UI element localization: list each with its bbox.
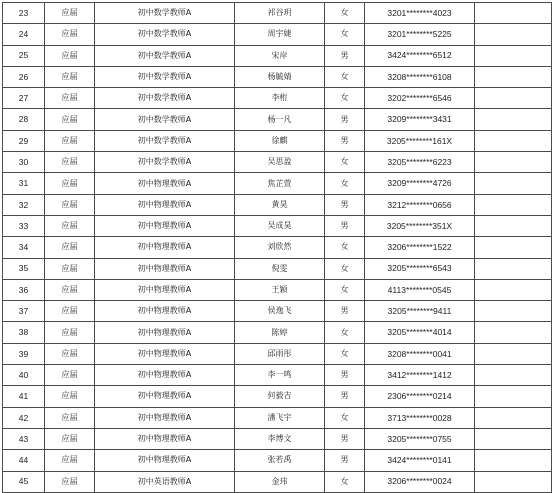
cell-name: 潘飞宇 [235,407,325,428]
cell-remark [475,407,552,428]
cell-name: 徐麒 [235,130,325,151]
cell-position: 初中数学教师A [95,45,235,66]
cell-remark [475,3,552,24]
cell-id-number: 3424********0141 [365,450,475,471]
table-row [3,365,552,386]
cell-position: 初中物理教师A [95,365,235,386]
cell-status: 应届 [45,365,95,386]
cell-name: 王颖 [235,279,325,300]
cell-name: 杨毓婧 [235,66,325,87]
cell-gender: 男 [325,45,365,66]
cell-number: 30 [3,152,45,173]
cell-gender: 女 [325,279,365,300]
cell-gender: 女 [325,173,365,194]
cell-remark [475,215,552,236]
table-row [3,130,552,151]
table-row [3,24,552,45]
table-row [3,279,552,300]
cell-position: 初中英语教师A [95,471,235,492]
cell-id-number: 3208********6108 [365,66,475,87]
cell-name: 宋岸 [235,45,325,66]
cell-position: 初中物理教师A [95,450,235,471]
cell-number: 45 [3,471,45,492]
cell-number: 43 [3,428,45,449]
cell-gender: 女 [325,152,365,173]
cell-gender: 男 [325,215,365,236]
cell-number: 37 [3,301,45,322]
cell-remark [475,109,552,130]
cell-status: 应届 [45,194,95,215]
cell-remark [475,386,552,407]
cell-name: 吴思盈 [235,152,325,173]
table-row [3,109,552,130]
cell-id-number: 3713********0028 [365,407,475,428]
cell-position: 初中物理教师A [95,343,235,364]
cell-position: 初中数学教师A [95,109,235,130]
cell-id-number: 3205********0755 [365,428,475,449]
table-row [3,237,552,258]
cell-number: 25 [3,45,45,66]
cell-number: 24 [3,24,45,45]
cell-gender: 男 [325,428,365,449]
candidate-table-body [3,3,552,493]
cell-remark [475,66,552,87]
cell-name: 李一鸣 [235,365,325,386]
cell-number: 26 [3,66,45,87]
table-row [3,152,552,173]
cell-name: 祁谷玥 [235,3,325,24]
cell-remark [475,365,552,386]
cell-remark [475,322,552,343]
cell-remark [475,471,552,492]
cell-remark [475,194,552,215]
cell-number: 38 [3,322,45,343]
cell-position: 初中数学教师A [95,24,235,45]
cell-status: 应届 [45,24,95,45]
cell-gender: 男 [325,109,365,130]
cell-status: 应届 [45,109,95,130]
cell-gender: 女 [325,66,365,87]
cell-status: 应届 [45,450,95,471]
cell-status: 应届 [45,407,95,428]
cell-remark [475,237,552,258]
cell-name: 周宇婕 [235,24,325,45]
cell-status: 应届 [45,386,95,407]
cell-name: 焦芷萱 [235,173,325,194]
cell-number: 28 [3,109,45,130]
candidate-table-container [2,0,551,487]
cell-id-number: 3209********4726 [365,173,475,194]
table-row [3,428,552,449]
cell-remark [475,301,552,322]
cell-position: 初中物理教师A [95,258,235,279]
table-row [3,45,552,66]
cell-position: 初中物理教师A [95,301,235,322]
cell-gender: 女 [325,88,365,109]
candidate-table [2,2,552,493]
cell-position: 初中数学教师A [95,3,235,24]
cell-status: 应届 [45,258,95,279]
cell-id-number: 4113********0545 [365,279,475,300]
cell-status: 应届 [45,322,95,343]
cell-gender: 女 [325,343,365,364]
cell-name: 何毅吉 [235,386,325,407]
cell-id-number: 3202********6546 [365,88,475,109]
cell-name: 李桁 [235,88,325,109]
cell-remark [475,88,552,109]
cell-number: 44 [3,450,45,471]
cell-number: 23 [3,3,45,24]
cell-status: 应届 [45,215,95,236]
cell-number: 32 [3,194,45,215]
table-row [3,471,552,492]
table-row [3,343,552,364]
cell-remark [475,343,552,364]
cell-id-number: 3205********161X [365,130,475,151]
cell-status: 应届 [45,428,95,449]
cell-gender: 女 [325,322,365,343]
cell-status: 应届 [45,45,95,66]
cell-name: 李博文 [235,428,325,449]
cell-name: 陈婷 [235,322,325,343]
cell-gender: 女 [325,3,365,24]
table-row [3,3,552,24]
cell-position: 初中物理教师A [95,322,235,343]
cell-position: 初中物理教师A [95,194,235,215]
cell-name: 倪雯 [235,258,325,279]
cell-number: 27 [3,88,45,109]
cell-remark [475,130,552,151]
cell-remark [475,279,552,300]
cell-status: 应届 [45,279,95,300]
cell-position: 初中数学教师A [95,130,235,151]
cell-name: 吴成昊 [235,215,325,236]
cell-position: 初中数学教师A [95,88,235,109]
cell-remark [475,258,552,279]
cell-name: 杨一凡 [235,109,325,130]
table-row [3,322,552,343]
cell-number: 34 [3,237,45,258]
cell-id-number: 3212********0656 [365,194,475,215]
cell-id-number: 3201********4023 [365,3,475,24]
table-row [3,173,552,194]
cell-status: 应届 [45,343,95,364]
cell-name: 刘欣然 [235,237,325,258]
cell-status: 应届 [45,66,95,87]
cell-id-number: 3208********0041 [365,343,475,364]
cell-remark [475,450,552,471]
cell-position: 初中物理教师A [95,237,235,258]
cell-status: 应届 [45,237,95,258]
cell-gender: 男 [325,450,365,471]
table-row [3,215,552,236]
cell-position: 初中物理教师A [95,215,235,236]
cell-number: 40 [3,365,45,386]
cell-status: 应届 [45,471,95,492]
cell-number: 39 [3,343,45,364]
cell-gender: 女 [325,237,365,258]
cell-status: 应届 [45,173,95,194]
cell-remark [475,152,552,173]
cell-remark [475,173,552,194]
cell-position: 初中物理教师A [95,407,235,428]
cell-number: 29 [3,130,45,151]
cell-id-number: 3209********3431 [365,109,475,130]
cell-gender: 男 [325,194,365,215]
cell-remark [475,45,552,66]
cell-position: 初中物理教师A [95,386,235,407]
cell-gender: 女 [325,258,365,279]
cell-gender: 男 [325,130,365,151]
cell-position: 初中数学教师A [95,66,235,87]
cell-status: 应届 [45,301,95,322]
cell-number: 42 [3,407,45,428]
table-row [3,194,552,215]
cell-name: 金玮 [235,471,325,492]
table-row [3,386,552,407]
cell-id-number: 3424********6512 [365,45,475,66]
cell-status: 应届 [45,152,95,173]
cell-name: 黄昊 [235,194,325,215]
cell-name: 邱雨彤 [235,343,325,364]
cell-status: 应届 [45,3,95,24]
cell-id-number: 3201********5225 [365,24,475,45]
cell-number: 33 [3,215,45,236]
table-row [3,301,552,322]
cell-name: 侯逸飞 [235,301,325,322]
cell-gender: 男 [325,301,365,322]
table-row [3,407,552,428]
cell-status: 应届 [45,88,95,109]
cell-number: 41 [3,386,45,407]
cell-id-number: 3206********1522 [365,237,475,258]
cell-id-number: 3206********0024 [365,471,475,492]
cell-remark [475,428,552,449]
cell-remark [475,24,552,45]
cell-gender: 女 [325,471,365,492]
cell-status: 应届 [45,130,95,151]
cell-position: 初中物理教师A [95,279,235,300]
cell-number: 35 [3,258,45,279]
cell-position: 初中物理教师A [95,173,235,194]
cell-number: 31 [3,173,45,194]
cell-gender: 女 [325,24,365,45]
cell-gender: 男 [325,386,365,407]
cell-position: 初中数学教师A [95,152,235,173]
cell-id-number: 3205********6543 [365,258,475,279]
cell-id-number: 3205********9411 [365,301,475,322]
table-row [3,88,552,109]
cell-id-number: 3205********6223 [365,152,475,173]
cell-gender: 男 [325,365,365,386]
cell-id-number: 3205********4014 [365,322,475,343]
cell-id-number: 3205********351X [365,215,475,236]
cell-gender: 女 [325,407,365,428]
cell-position: 初中物理教师A [95,428,235,449]
table-row [3,66,552,87]
cell-id-number: 3412********1412 [365,365,475,386]
cell-number: 36 [3,279,45,300]
table-row [3,258,552,279]
cell-name: 张若禹 [235,450,325,471]
cell-id-number: 2306********0214 [365,386,475,407]
table-row [3,450,552,471]
